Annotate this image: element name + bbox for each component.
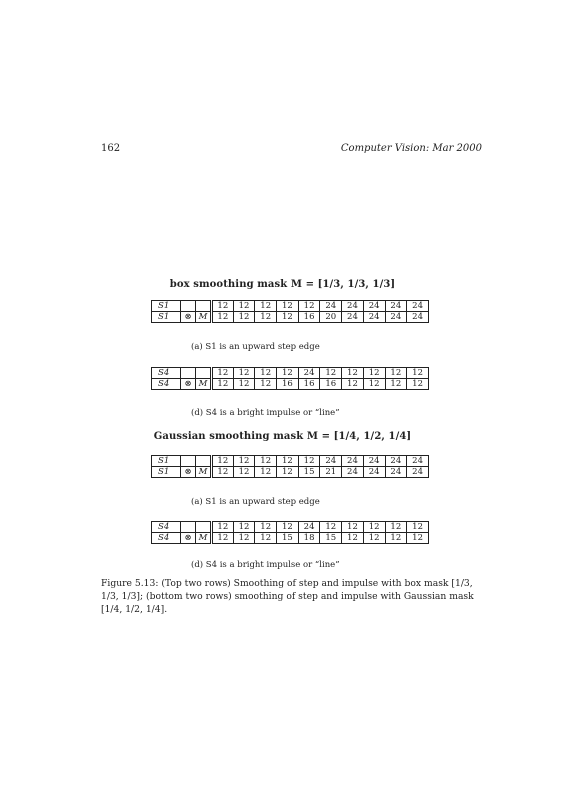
page-number: 162 xyxy=(101,143,121,154)
sequence-value: 24 xyxy=(363,312,385,323)
mask-symbol: M xyxy=(196,379,212,390)
sequence-value: 12 xyxy=(342,368,364,379)
mask-symbol xyxy=(196,456,212,467)
table-row xyxy=(152,379,429,390)
mask-symbol: M xyxy=(196,467,212,478)
box-step-table xyxy=(151,300,429,323)
sequence-value: 12 xyxy=(233,522,255,533)
gaussian-step-rows xyxy=(152,456,429,478)
sequence-value: 24 xyxy=(385,312,407,323)
sequence-value: 24 xyxy=(342,301,364,312)
sequence-value: 15 xyxy=(298,467,320,478)
box-caption-d: (d) S4 is a bright impulse or “line” xyxy=(191,408,340,418)
sequence-value: 12 xyxy=(385,533,407,544)
box-mask-title: box smoothing mask M = [1/3, 1/3, 1/3] xyxy=(169,279,396,290)
sequence-label: S1 xyxy=(152,467,181,478)
sequence-value: 16 xyxy=(277,379,299,390)
sequence-value: 12 xyxy=(212,522,234,533)
sequence-value: 24 xyxy=(407,456,429,467)
sequence-value: 12 xyxy=(233,533,255,544)
sequence-value: 12 xyxy=(277,368,299,379)
sequence-value: 12 xyxy=(277,312,299,323)
sequence-value: 24 xyxy=(363,467,385,478)
sequence-value: 24 xyxy=(385,456,407,467)
sequence-value: 12 xyxy=(363,522,385,533)
mask-symbol xyxy=(196,522,212,533)
sequence-value: 12 xyxy=(233,456,255,467)
sequence-value: 12 xyxy=(320,522,342,533)
sequence-value: 12 xyxy=(342,379,364,390)
sequence-value: 12 xyxy=(385,522,407,533)
sequence-value: 12 xyxy=(277,301,299,312)
sequence-value: 12 xyxy=(212,312,234,323)
sequence-value: 24 xyxy=(385,467,407,478)
convolution-operator: ⊗ xyxy=(181,533,196,544)
convolution-operator xyxy=(181,301,196,312)
sequence-label: S4 xyxy=(152,533,181,544)
sequence-value: 12 xyxy=(255,456,277,467)
sequence-value: 12 xyxy=(255,301,277,312)
sequence-value: 24 xyxy=(363,301,385,312)
sequence-value: 24 xyxy=(407,312,429,323)
sequence-value: 21 xyxy=(320,467,342,478)
sequence-value: 12 xyxy=(277,522,299,533)
table-row xyxy=(152,467,429,478)
sequence-value: 12 xyxy=(363,379,385,390)
sequence-value: 16 xyxy=(298,312,320,323)
gaussian-caption-d: (d) S4 is a bright impulse or “line” xyxy=(191,560,340,570)
sequence-value: 12 xyxy=(255,379,277,390)
sequence-value: 12 xyxy=(407,368,429,379)
sequence-value: 16 xyxy=(298,379,320,390)
sequence-label: S1 xyxy=(152,301,181,312)
sequence-value: 24 xyxy=(342,312,364,323)
gaussian-step-table xyxy=(151,455,429,478)
sequence-value: 12 xyxy=(298,301,320,312)
sequence-value: 24 xyxy=(298,522,320,533)
sequence-value: 12 xyxy=(233,467,255,478)
mask-symbol: M xyxy=(196,312,212,323)
sequence-value: 12 xyxy=(255,467,277,478)
convolution-operator: ⊗ xyxy=(181,467,196,478)
sequence-value: 24 xyxy=(298,368,320,379)
sequence-value: 12 xyxy=(385,368,407,379)
sequence-label: S1 xyxy=(152,456,181,467)
convolution-operator xyxy=(181,368,196,379)
box-impulse-table xyxy=(151,367,429,390)
gaussian-impulse-rows xyxy=(152,522,429,544)
sequence-value: 12 xyxy=(255,312,277,323)
gaussian-impulse-table xyxy=(151,521,429,544)
sequence-value: 12 xyxy=(342,522,364,533)
sequence-value: 12 xyxy=(212,301,234,312)
convolution-operator: ⊗ xyxy=(181,312,196,323)
sequence-value: 12 xyxy=(233,301,255,312)
sequence-label: S1 xyxy=(152,312,181,323)
sequence-value: 24 xyxy=(407,467,429,478)
sequence-value: 12 xyxy=(407,379,429,390)
box-caption-a: (a) S1 is an upward step edge xyxy=(191,342,320,352)
sequence-label: S4 xyxy=(152,379,181,390)
sequence-value: 18 xyxy=(298,533,320,544)
mask-symbol xyxy=(196,301,212,312)
sequence-value: 24 xyxy=(407,301,429,312)
gaussian-caption-a: (a) S1 is an upward step edge xyxy=(191,497,320,507)
sequence-value: 24 xyxy=(342,456,364,467)
sequence-value: 20 xyxy=(320,312,342,323)
sequence-value: 12 xyxy=(320,368,342,379)
convolution-operator xyxy=(181,456,196,467)
sequence-value: 12 xyxy=(212,368,234,379)
sequence-value: 12 xyxy=(407,533,429,544)
sequence-value: 12 xyxy=(298,456,320,467)
sequence-value: 12 xyxy=(407,522,429,533)
table-row xyxy=(152,368,429,379)
sequence-value: 12 xyxy=(233,379,255,390)
table-row xyxy=(152,456,429,467)
sequence-value: 12 xyxy=(255,522,277,533)
sequence-value: 15 xyxy=(277,533,299,544)
sequence-label: S4 xyxy=(152,522,181,533)
convolution-operator xyxy=(181,522,196,533)
sequence-value: 12 xyxy=(255,368,277,379)
sequence-value: 12 xyxy=(363,368,385,379)
sequence-value: 15 xyxy=(320,533,342,544)
sequence-value: 12 xyxy=(342,533,364,544)
gaussian-mask-title: Gaussian smoothing mask M = [1/4, 1/2, 1/4] xyxy=(153,431,412,442)
sequence-value: 24 xyxy=(320,456,342,467)
sequence-value: 12 xyxy=(233,368,255,379)
sequence-value: 12 xyxy=(385,379,407,390)
sequence-value: 12 xyxy=(212,456,234,467)
running-title: Computer Vision: Mar 2000 xyxy=(340,143,482,154)
sequence-value: 24 xyxy=(342,467,364,478)
table-row xyxy=(152,522,429,533)
sequence-value: 12 xyxy=(212,379,234,390)
mask-symbol xyxy=(196,368,212,379)
box-impulse-rows xyxy=(152,368,429,390)
convolution-operator: ⊗ xyxy=(181,379,196,390)
sequence-value: 12 xyxy=(255,533,277,544)
sequence-value: 12 xyxy=(212,533,234,544)
mask-symbol: M xyxy=(196,533,212,544)
sequence-value: 12 xyxy=(363,533,385,544)
box-step-rows xyxy=(152,301,429,323)
figure-caption: Figure 5.13: (Top two rows) Smoothing of step and impulse with box mask [1/3, 1/3, 1/3]; (bottom two rows) smoothing of step and impulse with Gaussian mask [1/4, 1/2, 1/4]. xyxy=(101,578,474,615)
sequence-value: 24 xyxy=(320,301,342,312)
table-row xyxy=(152,301,429,312)
sequence-value: 24 xyxy=(385,301,407,312)
sequence-value: 16 xyxy=(320,379,342,390)
sequence-value: 12 xyxy=(277,456,299,467)
sequence-value: 12 xyxy=(212,467,234,478)
sequence-value: 24 xyxy=(363,456,385,467)
sequence-label: S4 xyxy=(152,368,181,379)
table-row xyxy=(152,533,429,544)
sequence-value: 12 xyxy=(233,312,255,323)
table-row xyxy=(152,312,429,323)
sequence-value: 12 xyxy=(277,467,299,478)
